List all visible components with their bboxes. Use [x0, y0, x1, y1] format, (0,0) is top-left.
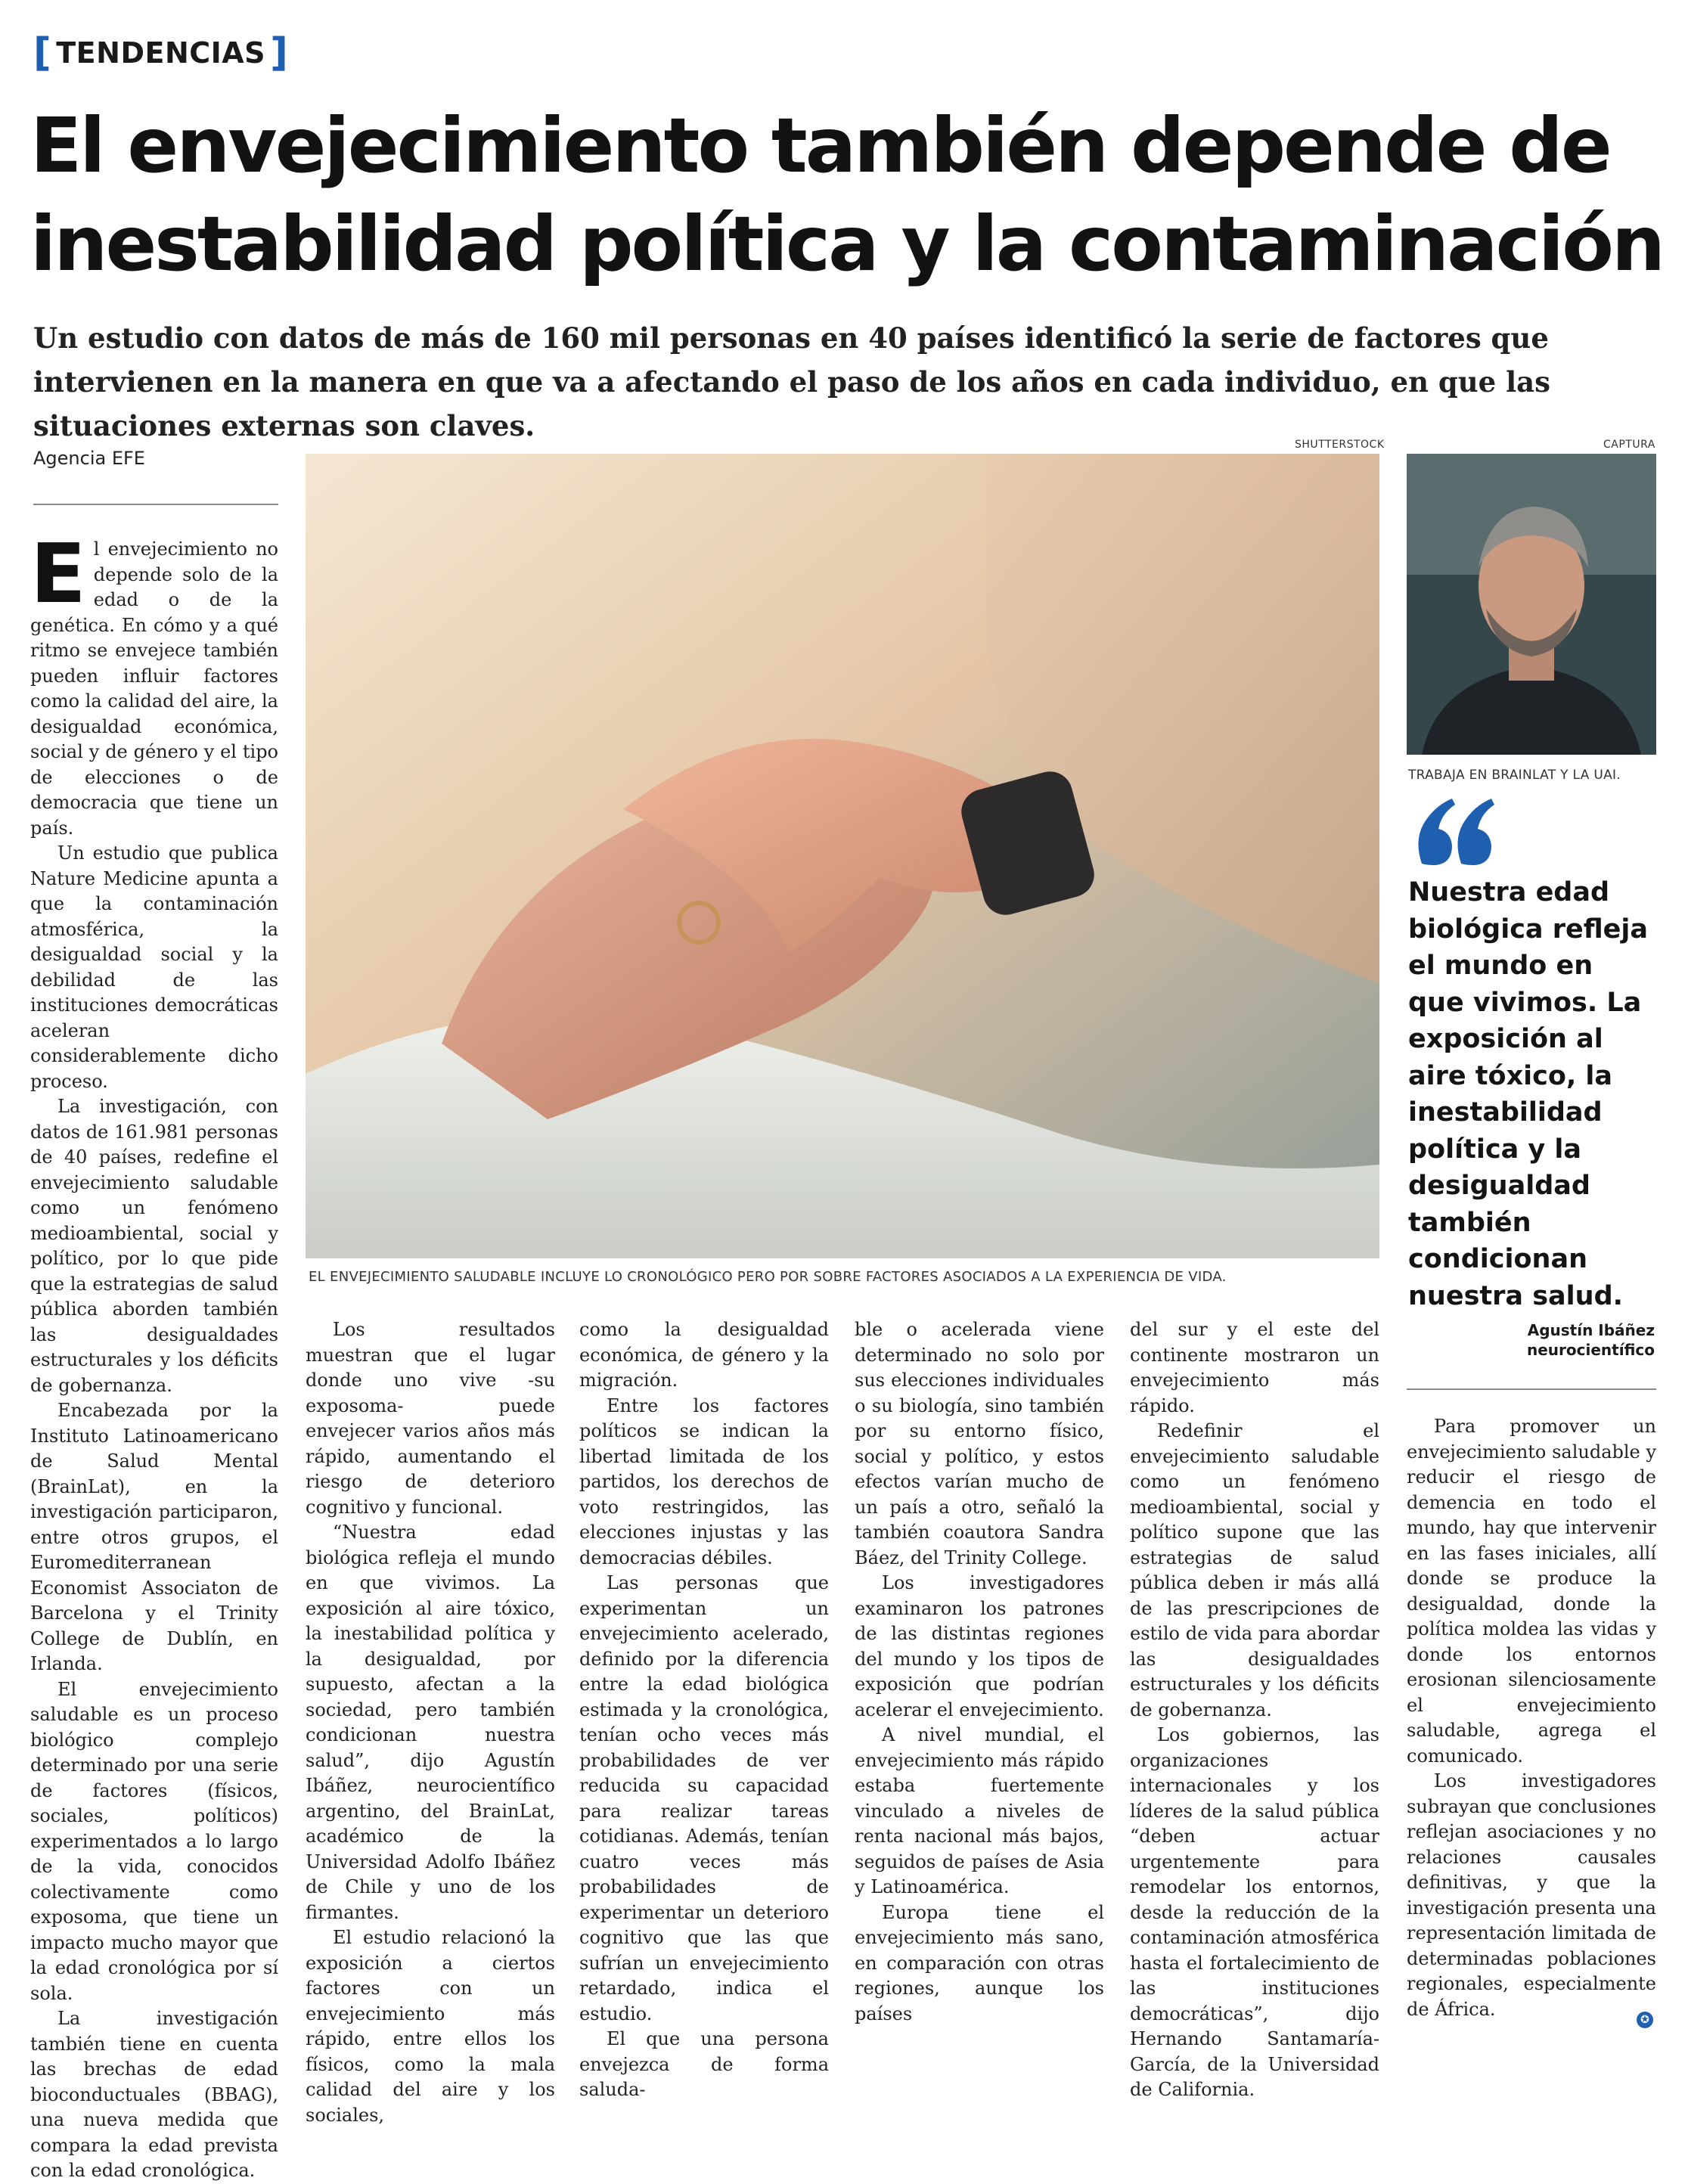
pullquote-text: Nuestra edad biológica refleja el mundo en que vivimos. La exposición al aire tóxico, la inestabilidad política y la desigualdad también condicionan nuestra salud. — [1408, 877, 1649, 1311]
headline: El envejecimiento también depende de inestabilidad política y la contaminación — [30, 101, 1664, 288]
paragraph: El estudio relacionó la exposición a ciertos factores con un envejecimiento más rápido, entre ellos los físicos, como la mala calidad del aire y los sociales, — [306, 1927, 555, 2126]
article-column-3 — [579, 1317, 829, 2103]
paragraph: Europa tiene el envejecimiento más sano, en comparación con otras regiones, aunque los países — [855, 1901, 1104, 2024]
paragraph: Encabezada por la Instituto Latinoamericano de Salud Mental (BrainLat), en la investigación participaron, entre otros grupos, el Euromediterranean Economist Associaton de Barcelona y el Trinity College de Dublín, en Irlanda. — [30, 1400, 278, 1674]
lead-paragraph: El envejecimiento no depende solo de la edad o de la genética. En cómo y a qué ritmo se envejece también pueden influir factores como la calidad del aire, la desigualdad económica, social y de género y el tipo de elecciones o de democracia que tiene un país. — [30, 527, 278, 839]
paragraph: Un estudio que publica Nature Medicine apunta a que la contaminación atmosférica, la desigualdad social y la debilidad de las instituciones democráticas aceleran considerablemente dicho proceso. — [30, 842, 278, 1092]
paragraph: Los investigadores examinaron los patrones de las distintas regiones del mundo y los tipos de exposición que podrían acelerar el envejecimiento. — [855, 1572, 1104, 1720]
byline: Agencia EFE — [33, 448, 145, 469]
paragraph: Los investigadores subrayan que conclusiones reflejan asociaciones y no relaciones causales definitivas, y que la investigación presenta una representación limitada de determinadas poblaciones regionales, especialmente de África. — [1407, 1770, 1656, 2020]
paragraph: como la desigualdad económica, de género y la migración. — [579, 1319, 829, 1391]
paragraph: La investigación también tiene en cuenta las brechas de edad bioconductuales (BBAG), una nueva medida que compara la edad prevista con la edad cronológica. — [30, 2008, 278, 2181]
pullquote-rule — [1407, 1388, 1656, 1390]
main-photo — [306, 454, 1379, 1258]
paragraph: Entre los factores políticos se indican la libertad limitada de los partidos, los derechos de voto restringidos, las elecciones injustas y las democracias débiles. — [579, 1394, 829, 1568]
article-column-5 — [1130, 1317, 1379, 2103]
article-column-1 — [30, 527, 278, 2184]
paragraph: El que una persona envejezca de forma saluda- — [579, 2028, 829, 2100]
side-photo-credit: CAPTURA — [1603, 439, 1655, 451]
drop-cap: E — [30, 527, 86, 622]
paragraph: A nivel mundial, el envejecimiento más rápido estaba fuertemente vinculado a niveles de renta nacional más bajos, seguidos de países de Asia y Latinoamérica. — [855, 1724, 1104, 1897]
open-quote-icon — [1414, 796, 1497, 868]
portrait-photo — [1407, 454, 1656, 755]
bracket-left-icon: [ — [33, 30, 52, 76]
photo-caption: EL ENVEJECIMIENTO SALUDABLE INCLUYE LO CRONOLÓGICO PERO POR SOBRE FACTORES ASOCIADOS A LA EXPERIENCIA DE VIDA. — [309, 1269, 1227, 1285]
pullquote-author-name: Agustín Ibáñez — [1527, 1321, 1655, 1339]
section-tag — [33, 32, 288, 74]
paragraph: Las personas que experimentan un envejecimiento acelerado, definido por la diferencia entre la edad biológica estimada y la cronológica, tenían ocho veces más probabilidades de ver reducida su capacidad para realizar tareas cotidianas. Además, tenían cuatro veces más probabilidades de experimentar un deterioro cognitivo que las que sufrían un envejecimiento retardado, indica el estudio. — [579, 1572, 829, 2024]
byline-rule — [33, 504, 278, 505]
article-column-4 — [855, 1317, 1104, 2027]
star-circle-icon: ✪ — [1637, 2012, 1653, 2028]
portrait-caption: TRABAJA EN BRAINLAT Y LA UAI. — [1408, 768, 1621, 783]
bracket-right-icon: ] — [270, 30, 289, 76]
section-tag-label: TENDENCIAS — [56, 36, 266, 70]
paragraph: La investigación, con datos de 161.981 personas de 40 países, redefine el envejecimiento saludable como un fenómeno medioambiental, social y político, por lo que pide que la estrategias de salud pública aborden también las desigualdades estructurales y los déficits de gobernanza. — [30, 1096, 278, 1396]
paragraph: “Nuestra edad biológica refleja el mundo en que vivimos. La exposición al aire tóxico, la inestabilidad política y la desigualdad, por supuesto, afectan a la sociedad, pero también condicionan nuestra salud”, dijo Agustín Ibáñez, neurocientífico argentino, del BrainLat, académico de la Universidad Adolfo Ibáñez de Chile y uno de los firmantes. — [306, 1522, 555, 1923]
article-column-2 — [306, 1317, 555, 2128]
paragraph: Los gobiernos, las organizaciones internacionales y los líderes de la salud pública “deben actuar urgentemente para remodelar los entornos, desde la reducción de la contaminación atmosférica hasta el fortalecimiento de las instituciones democráticas”, dijo Hernando Santamaría-García, de la Universidad de California. — [1130, 1724, 1379, 2100]
pullquote-author-role: neurocientífico — [1527, 1341, 1655, 1359]
paragraph: ble o acelerada viene determinado no solo por sus elecciones individuales o su biología, sino también por su entorno físico, social y político, y estos efectos varían mucho de un país a otro, señaló la también coautora Sandra Báez, del Trinity College. — [855, 1319, 1104, 1568]
paragraph: Para promover un envejecimiento saludable y reducir el riesgo de demencia en todo el mundo, hay que intervenir en las fases iniciales, allí donde se produce la desigualdad, donde la política moldea las vidas y donde los entornos erosionan silenciosamente el envejecimiento saludable, agrega el comunicado. — [1407, 1416, 1656, 1767]
deck: Un estudio con datos de más de 160 mil personas en 40 países identificó la serie de factores que intervienen en la manera en que va a afectando el paso de los años en cada individuo, en que las situaciones externas son claves. — [33, 321, 1550, 442]
article-column-6 — [1407, 1414, 1656, 2022]
paragraph: del sur y el este del continente mostraron un envejecimiento más rápido. — [1130, 1319, 1379, 1416]
paragraph: Redefinir el envejecimiento saludable como un fenómeno medioambiental, social y político supone que las estrategias de salud pública deben ir más allá de las prescripciones de estilo de vida para abordar las desigualdades estructurales y los déficits de gobernanza. — [1130, 1420, 1379, 1720]
pullquote-author — [1527, 1320, 1655, 1360]
paragraph: El envejecimiento saludable es un proceso biológico complejo determinado por una serie de factores (físicos, sociales, políticos) experimentados a lo largo de la vida, conocidos colectivamente como exposoma, que tiene un impacto mucho mayor que la edad cronológica por sí sola. — [30, 1678, 278, 2004]
photo-credit: SHUTTERSTOCK — [1295, 439, 1385, 451]
paragraph: Los resultados muestran que el lugar donde uno vive -su exposoma- puede envejecer varios años más rápido, aumentando el riesgo de deterioro cognitivo y funcional. — [306, 1319, 555, 1518]
